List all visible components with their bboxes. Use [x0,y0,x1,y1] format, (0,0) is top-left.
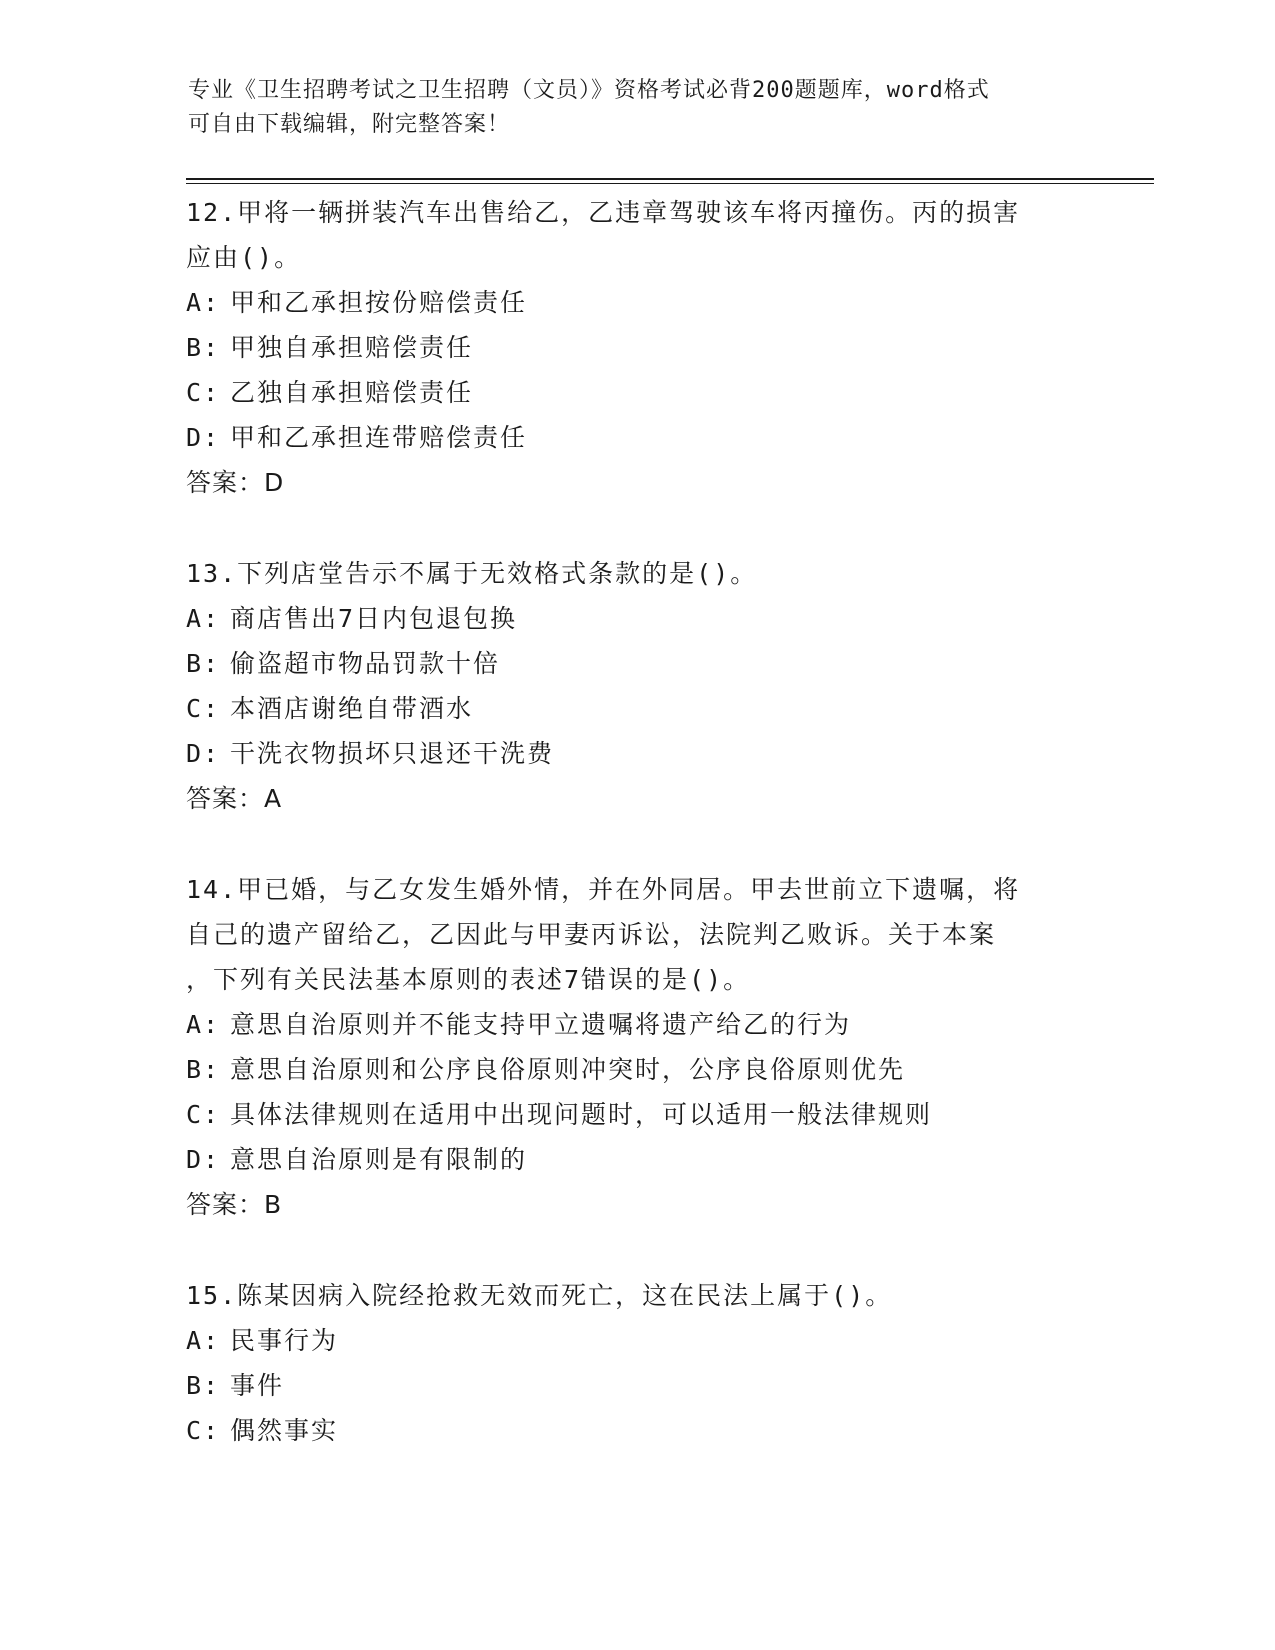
question-spacer [186,505,1086,551]
answer-line: 答案：D [186,468,285,497]
option-letter: A: [186,288,221,317]
option-letter: B: [186,1371,221,1400]
answer-line: 答案：A [186,784,283,813]
option-text: 意思自治原则并不能支持甲立遗嘱将遗产给乙的行为 [230,1010,852,1039]
question-15 [186,1273,1086,1453]
option-text: 意思自治原则和公序良俗原则冲突时，公序良俗原则优先 [230,1055,906,1084]
document-header: 专业《卫生招聘考试之卫生招聘（文员）》资格考试必背200题题库，word格式 可自由下载编辑，附完整答案！ [188,78,990,137]
option-letter: C: [186,1100,221,1129]
option-d [186,731,1086,776]
option-b [186,641,1086,686]
option-text: 事件 [230,1371,285,1400]
option-d [186,1137,1086,1182]
option-d [186,415,1086,460]
option-b [186,1363,1086,1408]
option-a [186,1002,1086,1047]
option-text: 意思自治原则是有限制的 [230,1145,528,1174]
header-divider-thick [186,178,1154,180]
header-divider-thin [186,183,1154,184]
option-text: 商店售出7日内包退包换 [230,604,518,633]
question-12 [186,190,1086,505]
option-text: 甲独自承担赔偿责任 [230,333,474,362]
option-letter: A: [186,1326,221,1355]
option-letter: C: [186,378,221,407]
option-letter: C: [186,1416,221,1445]
option-text: 具体法律规则在适用中出现问题时，可以适用一般法律规则 [230,1100,933,1129]
question-spacer [186,821,1086,867]
question-text: 14.甲已婚，与乙女发生婚外情，并在外同居。甲去世前立下遗嘱，将 自己的遗产留给乙，乙因此与甲妻丙诉讼，法院判乙败诉。关于本案 ，下列有关民法基本原则的表述7错误的是()。 [186,875,1021,994]
option-text: 甲和乙承担连带赔偿责任 [230,423,528,452]
question-text: 15.陈某因病入院经抢救无效而死亡，这在民法上属于()。 [186,1281,893,1310]
answer-line: 答案：B [186,1190,283,1219]
option-text: 甲和乙承担按份赔偿责任 [230,288,528,317]
option-c [186,686,1086,731]
option-letter: C: [186,694,221,723]
option-a [186,1318,1086,1363]
option-a [186,280,1086,325]
question-spacer [186,1227,1086,1273]
option-text: 干洗衣物损坏只退还干洗费 [230,739,555,768]
option-b [186,325,1086,370]
option-letter: D: [186,739,221,768]
option-text: 偶然事实 [230,1416,339,1445]
option-letter: D: [186,423,221,452]
option-letter: B: [186,649,221,678]
option-letter: D: [186,1145,221,1174]
option-letter: B: [186,1055,221,1084]
option-letter: A: [186,604,221,633]
question-text: 13.下列店堂告示不属于无效格式条款的是()。 [186,559,758,588]
option-letter: B: [186,333,221,362]
option-a [186,596,1086,641]
option-c [186,1092,1086,1137]
option-text: 偷盗超市物品罚款十倍 [230,649,501,678]
option-c [186,1408,1086,1453]
question-14 [186,867,1086,1227]
option-c [186,370,1086,415]
question-text: 12.甲将一辆拼装汽车出售给乙，乙违章驾驶该车将丙撞伤。丙的损害 应由()。 [186,198,1021,272]
option-b [186,1047,1086,1092]
question-13 [186,551,1086,821]
option-text: 乙独自承担赔偿责任 [230,378,474,407]
option-text: 本酒店谢绝自带酒水 [230,694,474,723]
question-list [186,190,1086,1453]
option-text: 民事行为 [230,1326,339,1355]
option-letter: A: [186,1010,221,1039]
